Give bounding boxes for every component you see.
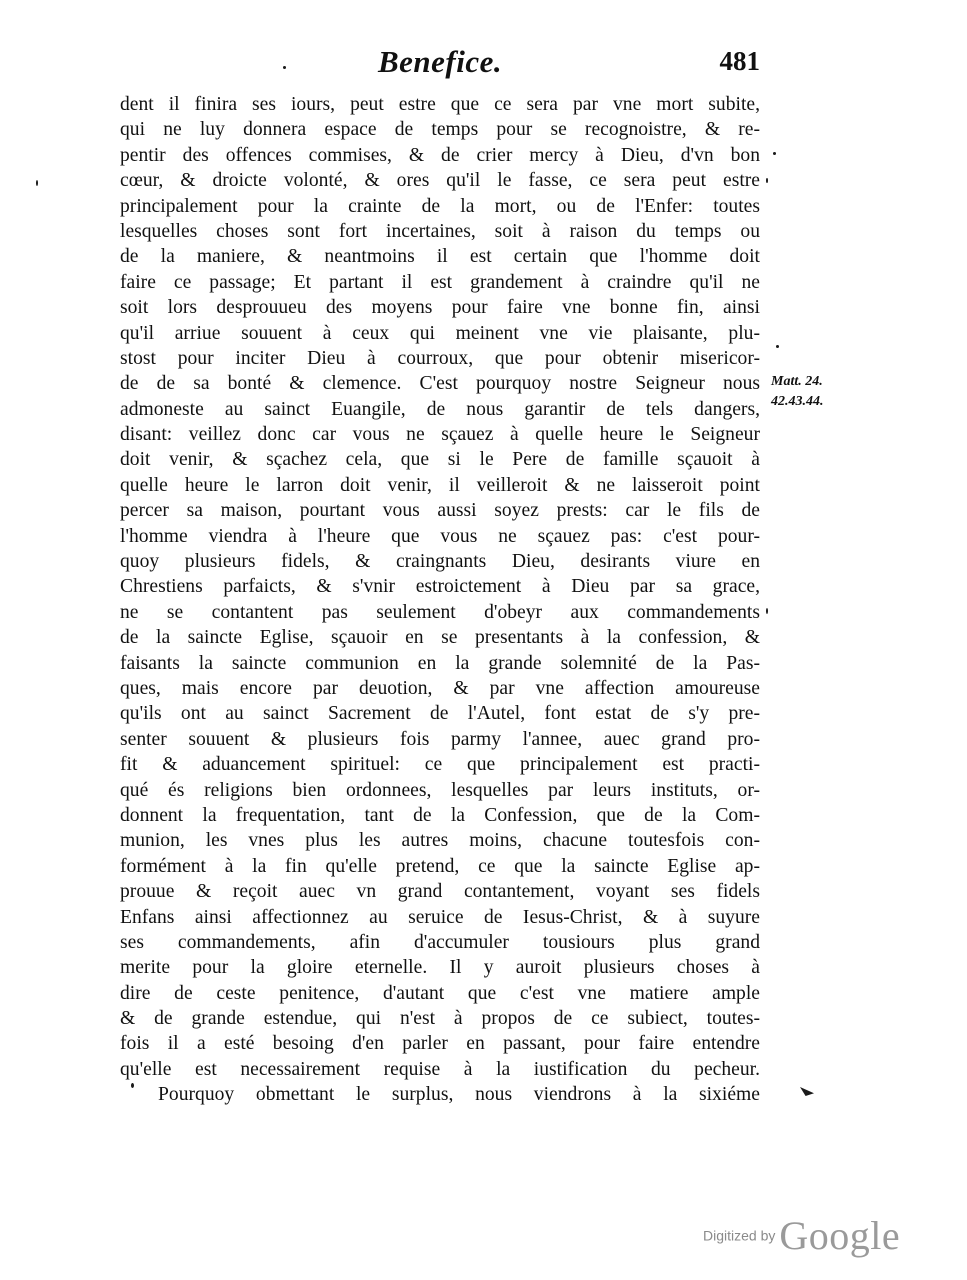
text-line: prouue & reçoit auec vn grand contantement, voyant ses fidels [120,881,760,903]
text-line: munion, les vnes plus les autres moins, chacune toutesfois con- [120,830,760,852]
text-line: doit venir, & sçachez cela, que si le Pere de famille sçauoit à [120,449,760,471]
text-line: de la saincte Eglise, sçauoir en se presentants à la confession, & [120,627,760,649]
text-line: Chrestiens parfaicts, & s'vnir estroictement à Dieu par sa grace, [120,576,760,598]
text-line: donnent la frequentation, tant de la Confession, que de la Com- [120,804,760,826]
text-line: dire de ceste penitence, d'autant que c'est vne matiere ample [120,982,760,1004]
text-line: senter souuent & plusieurs fois parmy l'annee, auec grand pro- [120,728,760,750]
text-line: disant: veillez donc car vous ne sçauez à quelle heure le Seigneur [120,424,760,446]
running-head [120,44,760,84]
text-line: ne se contantent pas seulement d'obeyr aux commandements [120,601,760,623]
text-line: quoy plusieurs fidels, & craingnants Dieu, desirants viure en [120,551,760,573]
text-line: qu'ils ont au sainct Sacrement de l'Autel, font estat de s'y pre- [120,703,760,725]
text-line: percer sa maison, pourtant vous aussi soyez prests: car le fils de [120,500,760,522]
body-text [120,92,760,1108]
speck [131,1083,134,1088]
speck [766,608,768,614]
text-line: qu'elle est necessairement requise à la iustification du pecheur. [120,1058,760,1080]
text-line: merite pour la gloire eternelle. Il y auroit plusieurs choses à [120,957,760,979]
digitized-watermark [703,1212,900,1262]
text-line: quelle heure le larron doit venir, il veilleroit & ne laisseroit point [120,474,760,496]
catch-mark-icon [800,1087,814,1096]
text-line: faisants la saincte communion en la grande solemnité de la Pas- [120,652,760,674]
text-line: ques, mais encore par deuotion, & par vne affection amoureuse [120,677,760,699]
running-title: Benefice. [378,44,503,79]
text-line: l'homme viendra à l'heure que vous ne sçauez pas: c'est pour- [120,525,760,547]
watermark-prefix: Digitized by [703,1227,776,1244]
text-line: admoneste au sainct Euangile, de nous garantir de tels dangers, [120,398,760,420]
margin-note-verses: 42.43.44. [771,394,824,409]
text-line: stost pour inciter Dieu à courroux, que pour obtenir misericor- [120,347,760,369]
text-line: qu'il arriue souuent à ceux qui meinent vne vie plaisante, plu- [120,322,760,344]
text-line: pentir des offences commises, & de crier mercy à Dieu, d'vn bon [120,144,760,166]
text-line: fois il a esté besoing d'en parler en passant, pour faire entendre [120,1033,760,1055]
text-line: qué és religions bien ordonnees, lesquelles par leurs instituts, or- [120,779,760,801]
text-line: principalement pour la crainte de la mort, ou de l'Enfer: toutes [120,195,760,217]
text-line: lesquelles choses sont fort incertaines, soit à raison du temps ou [120,220,760,242]
text-line: cœur, & droicte volonté, & ores qu'il le fasse, ce sera peut estre [120,170,760,192]
text-line: faire ce passage; Et partant il est grandement à craindre qu'il ne [120,271,760,293]
speck [36,180,38,186]
text-line: qui ne luy donnera espace de temps pour se recognoistre, & re- [120,119,760,141]
watermark-logo: Google [779,1213,901,1258]
text-line: de la maniere, & neantmoins il est certain que l'homme doit [120,246,760,268]
text-line: de de sa bonté & clemence. C'est pourquoy nostre Seigneur nous [120,373,760,395]
margin-note [771,372,824,412]
speck [773,152,776,155]
text-line: Enfans ainsi affectionnez au seruice de Iesus-Christ, & à suyure [120,906,760,928]
text-line: formément à la fin qu'elle pretend, ce que la saincte Eglise ap- [120,855,760,877]
speck [766,178,768,183]
speck [283,66,286,69]
text-line: & de grande estendue, qui n'est à propos de ce subiect, toutes- [120,1008,760,1030]
text-line: fit & aduancement spirituel: ce que principalement est practi- [120,754,760,776]
text-line: dent il finira ses iours, peut estre que ce sera par vne mort subite, [120,94,760,115]
speck [776,345,779,348]
paragraph-start-line: Pourquoy obmettant le surplus, nous viendrons à la sixiéme [158,1084,760,1106]
page-number: 481 [719,46,760,76]
text-line: soit lors desprouueu des moyens pour faire vne bonne fin, ainsi [120,297,760,319]
text-line: ses commandements, afin d'accumuler tousiours plus grand [120,931,760,953]
margin-note-reference: Matt. 24. [771,374,823,389]
